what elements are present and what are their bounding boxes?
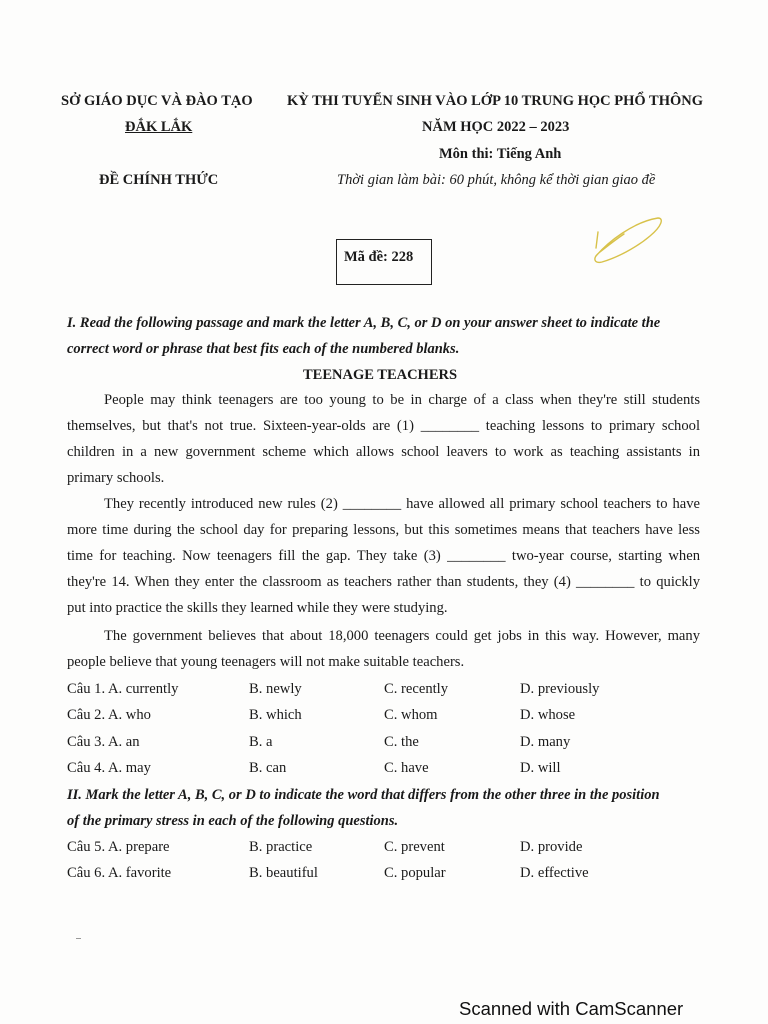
official-exam-label: ĐỀ CHÍNH THỨC [99, 172, 219, 188]
paragraph-line: primary schools. [67, 470, 165, 486]
camscanner-watermark: Scanned with CamScanner [459, 998, 684, 1019]
signature-scribble [588, 212, 668, 274]
question-4-option-b: B. can [249, 760, 287, 776]
question-6-option-a: Câu 6. A. favorite [67, 865, 172, 881]
school-year: NĂM HỌC 2022 – 2023 [422, 119, 570, 135]
question-5-option-c: C. prevent [384, 839, 445, 855]
section1-instruction-line2: correct word or phrase that best fits each of the numbered blanks. [67, 341, 460, 357]
question-2-option-c: C. whom [384, 707, 438, 723]
section2-instruction-line1: II. Mark the letter A, B, C, or D to indicate the word that differs from the other three in the position [67, 787, 660, 803]
question-3-option-b: B. a [249, 734, 273, 750]
question-1-option-d: D. previously [520, 681, 600, 697]
paragraph-line: People may think teenagers are too young to be in charge of a class when they're still students [104, 392, 700, 408]
department-name: SỞ GIÁO DỤC VÀ ĐÀO TẠO [61, 93, 253, 109]
question-4-option-a: Câu 4. A. may [67, 760, 151, 776]
question-4-option-d: D. will [520, 760, 561, 776]
paragraph-line: The government believes that about 18,000 teenagers could get jobs in this way. However, many [104, 628, 700, 644]
paragraph-line: They recently introduced new rules (2) ________ have allowed all primary school teachers to have [104, 496, 700, 512]
question-5-option-b: B. practice [249, 839, 313, 855]
paragraph-line: time for teaching. Now teenagers fill the gap. They take (3) ________ two-year course, starting when [67, 548, 700, 564]
paragraph-line: they're 14. When they enter the classroom as teachers rather than students, they (4) ________ to quickly [67, 574, 700, 590]
section1-instruction-line1: I. Read the following passage and mark the letter A, B, C, or D on your answer sheet to indicate the [67, 315, 661, 331]
question-1-option-c: C. recently [384, 681, 449, 697]
passage-paragraph-2 [67, 491, 700, 621]
question-2-option-a: Câu 2. A. who [67, 707, 151, 723]
question-4-option-c: C. have [384, 760, 429, 776]
scan-speck [76, 938, 81, 939]
question-6-option-d: D. effective [520, 865, 589, 881]
passage-title: TEENAGE TEACHERS [303, 367, 458, 383]
subject-line: Môn thi: Tiếng Anh [439, 146, 562, 162]
paragraph-line: more time during the school day for preparing lessons, but this sometimes means that teachers have less [67, 522, 700, 538]
question-6-option-b: B. beautiful [249, 865, 318, 881]
question-6-option-c: C. popular [384, 865, 446, 881]
question-3-option-c: C. the [384, 734, 419, 750]
section2-instruction-line2: of the primary stress in each of the following questions. [67, 813, 399, 829]
question-5-option-d: D. provide [520, 839, 583, 855]
exam-code: Mã đề: 228 [344, 249, 414, 265]
question-1-option-a: Câu 1. A. currently [67, 681, 179, 697]
passage-paragraph-3 [67, 623, 700, 675]
question-5-option-a: Câu 5. A. prepare [67, 839, 170, 855]
paragraph-line: put into practice the skills they learned while they were studying. [67, 600, 448, 616]
question-2-option-d: D. whose [520, 707, 576, 723]
question-2-option-b: B. which [249, 707, 302, 723]
passage-paragraph-1 [67, 387, 700, 491]
question-3-option-a: Câu 3. A. an [67, 734, 140, 750]
question-3-option-d: D. many [520, 734, 571, 750]
paragraph-line: themselves, but that's not true. Sixteen-year-olds are (1) ________ teaching lessons to primary school [67, 418, 700, 434]
paragraph-line: people believe that young teenagers will not make suitable teachers. [67, 654, 465, 670]
question-1-option-b: B. newly [249, 681, 302, 697]
paragraph-line: children in a new government scheme which allows school leavers to work as teaching assistants in [67, 444, 700, 460]
exam-title: KỲ THI TUYỂN SINH VÀO LỚP 10 TRUNG HỌC PHỔ THÔNG [287, 93, 704, 109]
time-allowed: Thời gian làm bài: 60 phút, không kể thời gian giao đề [337, 172, 656, 188]
exam-code-box [336, 239, 432, 285]
province-name: ĐẮK LẮK [125, 119, 193, 135]
